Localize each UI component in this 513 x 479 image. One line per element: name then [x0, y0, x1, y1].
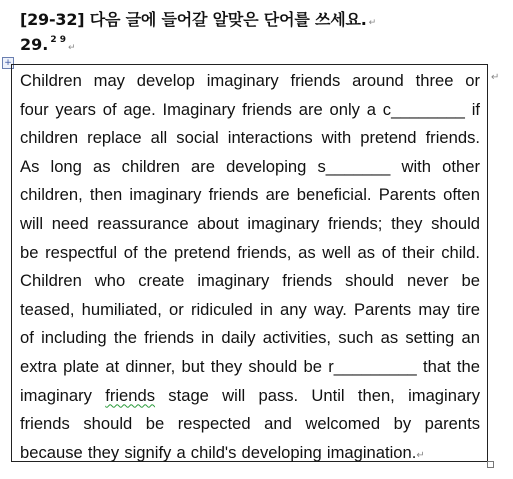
paragraph-mark: ↵ — [416, 449, 425, 461]
passage-line-with-spellcheck — [20, 382, 480, 411]
text-segment: imaginary — [20, 385, 106, 405]
paragraph-mark: ↵ — [368, 18, 376, 28]
passage-line: extra plate at dinner, but they should be r_________ that the — [20, 356, 480, 376]
spellcheck-flagged-word[interactable]: friends — [105, 385, 156, 405]
passage-line: children, then imaginary friends are beneficial. Parents often — [20, 185, 480, 205]
passage-line: of including the friends in daily activities, such as setting an — [20, 328, 480, 348]
passage-text[interactable] — [20, 67, 480, 467]
passage-line: Children may develop imaginary friends around three or — [20, 71, 480, 90]
passage-line: teased, humiliated, or ridiculed in any way. Parents may tire — [20, 299, 480, 319]
passage-line: will need reassurance about imaginary friends; they should — [20, 213, 480, 233]
heading-text: [29-32] 다음 글에 들어갈 알맞은 단어를 쓰세요. — [20, 10, 367, 29]
question-superscript: 2 9 — [50, 35, 67, 45]
question-number — [20, 35, 76, 54]
end-of-row-mark: ↵ — [491, 72, 500, 83]
passage-line: Children who create imaginary friends should never be — [20, 271, 480, 291]
text-segment: because they signify a child's developing imagination. — [20, 442, 417, 462]
question-number-text: 29. — [20, 35, 49, 54]
passage-line: children replace all social interactions with pretend friends. — [20, 128, 480, 148]
passage-line-final — [20, 439, 480, 468]
table-resize-handle[interactable] — [487, 461, 494, 468]
section-heading — [20, 7, 376, 30]
paragraph-mark: ↵ — [68, 43, 76, 53]
passage-line: four years of age. Imaginary friends are only a c________ if — [20, 99, 480, 119]
passage-line: friends should be respected and welcomed by parents — [20, 414, 480, 434]
passage-line: be respectful of the pretend friends, as well as of their child. — [20, 242, 480, 262]
text-segment: stage will pass. Until then, imaginary — [155, 385, 481, 405]
passage-line: As long as children are developing s_______ with other — [20, 156, 480, 176]
table-move-handle-icon[interactable]: + — [2, 57, 14, 69]
